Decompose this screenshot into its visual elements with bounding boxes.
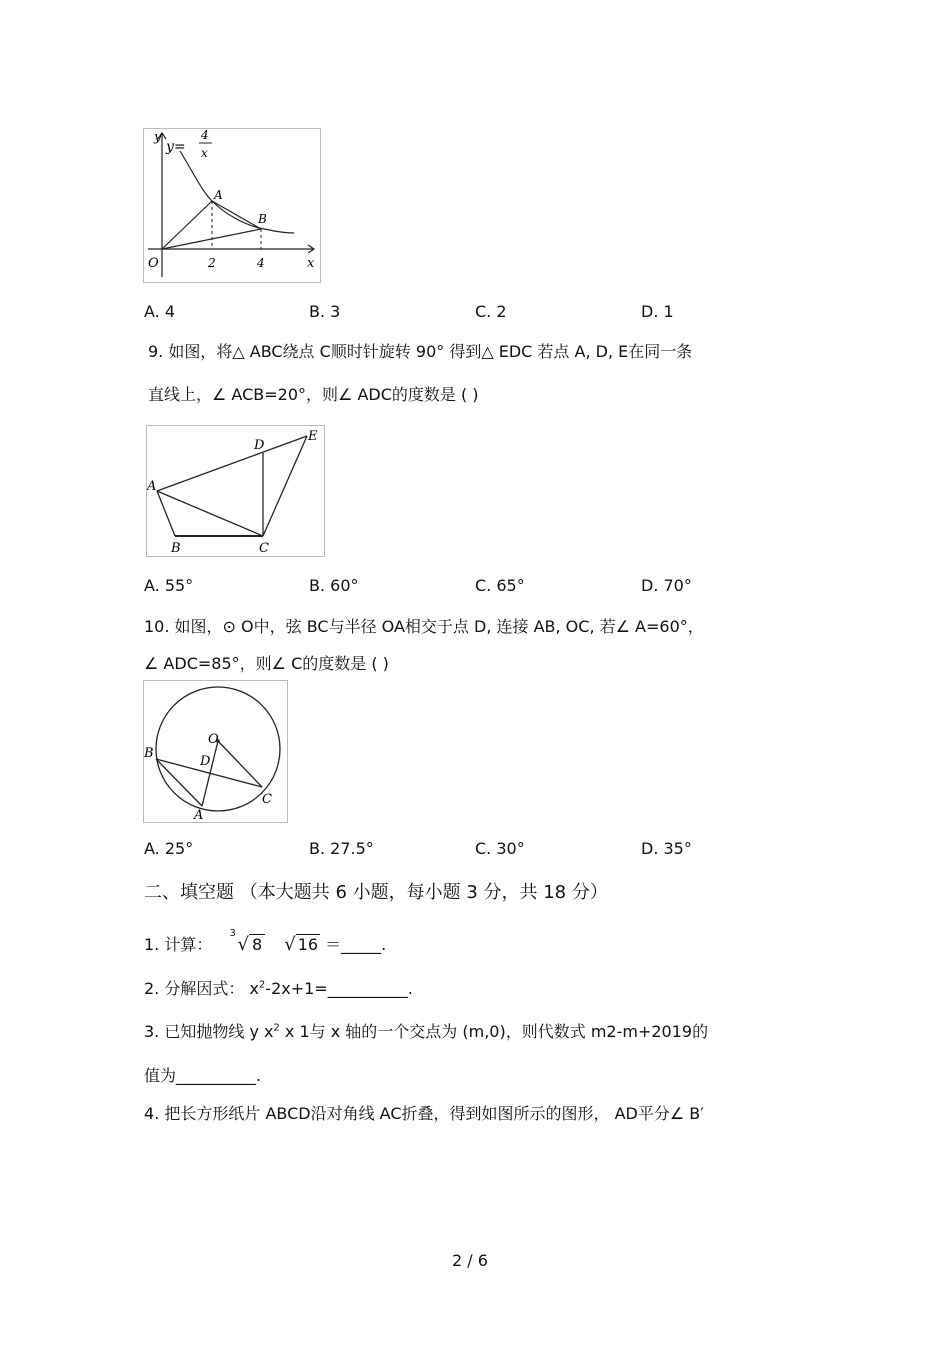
point-a-label: A <box>194 808 204 822</box>
point-o-label: O <box>208 732 219 747</box>
fill-q3-part-a: 3. 已知抛物线 y x <box>144 1022 274 1041</box>
q10-circle-diagram <box>144 681 287 822</box>
fill-q4-line1: 4. 把长方形纸片 ABCD沿对角线 AC折叠，得到如图所示的图形， AD平分∠ B′ <box>144 1104 704 1123</box>
curve-label: y= <box>166 139 186 155</box>
q9-option-d: D. 70° <box>641 576 692 595</box>
q8-option-b: B. 3 <box>309 302 341 321</box>
q8-option-c: C. 2 <box>475 302 507 321</box>
point-c-label: C <box>262 792 272 807</box>
radicand-2: 16 <box>297 935 319 954</box>
q9-figure <box>146 425 325 557</box>
point-d-label: D <box>254 438 265 453</box>
point-b-label: B <box>144 746 154 761</box>
q10-figure <box>143 680 288 823</box>
q8-figure <box>143 128 321 283</box>
fill-q1-prefix: 1. 计算： <box>144 935 213 954</box>
page-number: 2 / 6 <box>452 1251 488 1270</box>
q10-option-d: D. 35° <box>641 839 692 858</box>
point-c-label: C <box>259 541 269 556</box>
fill-q1 <box>144 928 387 955</box>
q8-graph <box>144 129 320 282</box>
origin-label: O <box>148 256 159 271</box>
q9-option-c: C. 65° <box>475 576 525 595</box>
point-a-label: A <box>214 188 223 202</box>
q8-option-d: D. 1 <box>641 302 674 321</box>
axis-y-label: y <box>154 130 162 145</box>
fill-q2 <box>144 976 413 999</box>
point-e-label: E <box>308 429 318 444</box>
point-b-label: B <box>171 541 181 556</box>
point-d-label: D <box>200 754 211 769</box>
q10-option-b: B. 27.5° <box>309 839 374 858</box>
square-root: √ 16 <box>284 934 319 955</box>
tick-2-label: 2 <box>208 256 216 270</box>
tick-4-label: 4 <box>257 256 265 270</box>
fill-q3-line1 <box>144 1019 708 1042</box>
point-b-label: B <box>258 212 267 226</box>
q9-text-line1: 9. 如图，将△ ABC绕点 C顺时针旋转 90° 得到△ EDC 若点 A, D, E在同一条 <box>148 342 693 361</box>
q9-option-b: B. 60° <box>309 576 359 595</box>
q10-option-c: C. 30° <box>475 839 525 858</box>
fill-q2-prefix: 2. 分解因式： x <box>144 979 259 998</box>
fill-q3-line2: 值为__________. <box>144 1066 262 1085</box>
axis-x-label: x <box>307 256 315 271</box>
fill-q1-suffix: ＝_____. <box>325 935 387 954</box>
q9-text-line2: 直线上，∠ ACB=20°，则∠ ADC的度数是 ( ) <box>148 385 479 404</box>
curve-denominator: x <box>201 146 208 160</box>
q9-diagram <box>147 426 324 556</box>
section-title: 二、填空题 （本大题共 6 小题，每小题 3 分，共 18 分） <box>144 882 608 903</box>
root-index: 3 <box>229 928 236 939</box>
q10-option-a: A. 25° <box>144 839 194 858</box>
radicand-1: 8 <box>249 934 265 954</box>
q8-option-a: A. 4 <box>144 302 176 321</box>
q10-text-line2: ∠ ADC=85°，则∠ C的度数是 ( ) <box>144 654 389 673</box>
fill-q3-exponent: 2 <box>273 1022 280 1034</box>
q10-text-line1: 10. 如图，⊙ O中，弦 BC与半径 OA相交于点 D, 连接 AB, OC, 若∠ A=60°， <box>144 617 704 636</box>
q9-option-a: A. 55° <box>144 576 194 595</box>
curve-numerator: 4 <box>201 129 209 142</box>
point-a-label: A <box>147 479 157 494</box>
fill-q2-suffix: -2x+1=__________. <box>265 979 413 998</box>
fill-q3-part-b: x 1与 x 轴的一个交点为 (m,0)，则代数式 m2-m+2019的 <box>279 1022 709 1041</box>
cube-root: 3 √ 8 <box>237 934 265 955</box>
fill-q2-exponent: 2 <box>258 979 266 991</box>
